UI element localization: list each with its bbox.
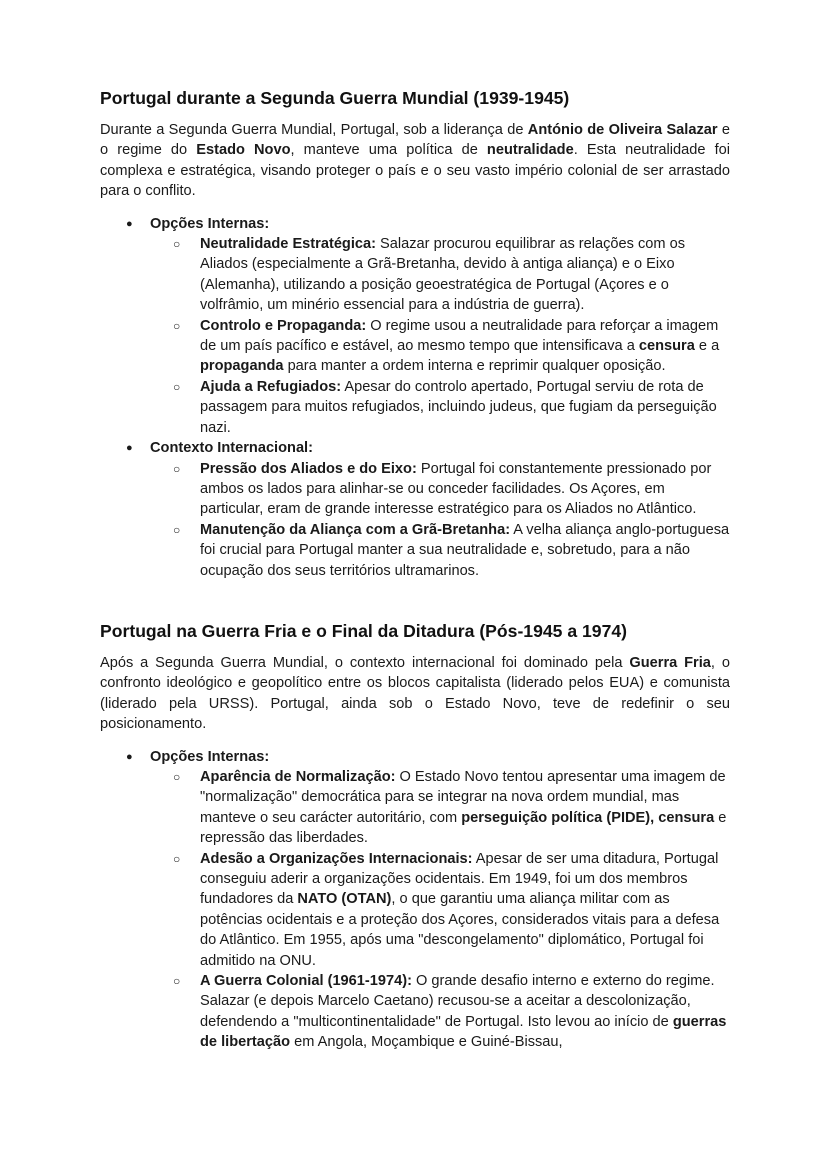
circle-bullet-icon: ○ bbox=[173, 522, 181, 537]
bold-text: Manutenção da Aliança com a Grã-Bretanha: bbox=[200, 521, 511, 538]
group-label: Contexto Internacional: bbox=[150, 440, 313, 457]
text-run: e repressão das liberdades. bbox=[200, 809, 727, 847]
sub-list-item bbox=[150, 520, 730, 581]
sub-list bbox=[150, 459, 730, 581]
bold-text: Guerra Fria bbox=[629, 654, 711, 671]
text-run: O regime usou a neutralidade para reforçar a imagem de um país pacífico e estável, ao mesmo tempo que intensificava a bbox=[200, 317, 719, 355]
circle-bullet-icon: ○ bbox=[173, 379, 181, 394]
section bbox=[100, 86, 730, 581]
list-item bbox=[100, 747, 730, 1053]
bullet-icon: ● bbox=[126, 217, 133, 230]
text-run: Apesar de ser uma ditadura, Portugal conseguiu aderir a organizações ocidentais. Em 1949, foi um dos membros fundadores da bbox=[200, 850, 719, 908]
text-run: em Angola, Moçambique e Guiné-Bissau, bbox=[290, 1034, 563, 1051]
bold-text: Controlo e Propaganda: bbox=[200, 317, 367, 334]
circle-bullet-icon: ○ bbox=[173, 318, 181, 333]
sub-list-item bbox=[150, 377, 730, 438]
circle-bullet-icon: ○ bbox=[173, 974, 181, 989]
text-run: Após a Segunda Guerra Mundial, o contexto internacional foi dominado pela bbox=[100, 654, 630, 671]
bold-text: propaganda bbox=[200, 358, 284, 375]
bullet-list bbox=[100, 214, 730, 581]
list-item bbox=[100, 214, 730, 438]
bold-text: neutralidade bbox=[486, 142, 574, 159]
section-intro bbox=[100, 120, 730, 202]
text-run: Durante a Segunda Guerra Mundial, Portugal, sob a liderança de bbox=[100, 122, 528, 138]
bold-text: NATO (OTAN) bbox=[297, 891, 392, 908]
sub-list-item bbox=[150, 767, 730, 849]
bullet-list bbox=[100, 747, 730, 1053]
text-run: para manter a ordem interna e reprimir qualquer oposição. bbox=[283, 358, 666, 375]
bold-text: Pressão dos Aliados e do Eixo: bbox=[200, 460, 417, 477]
bold-text: Adesão a Organizações Internacionais: bbox=[200, 850, 473, 867]
section-intro bbox=[100, 653, 730, 735]
bold-text: Neutralidade Estratégica: bbox=[200, 236, 376, 253]
text-run: Apesar do controlo apertado, Portugal serviu de rota de passagem para muitos refugiados, incluindo judeus, que fugiam da perseguição nazi. bbox=[200, 378, 717, 436]
section-heading: Portugal na Guerra Fria e o Final da Ditadura (Pós-1945 a 1974) bbox=[100, 620, 628, 641]
bold-text: censura bbox=[638, 338, 695, 355]
text-run: A velha aliança anglo-portuguesa foi crucial para Portugal manter a sua neutralidade e, sobretudo, para a não ocupação dos seus territórios ultramarinos. bbox=[200, 521, 730, 579]
bullet-icon: ● bbox=[126, 442, 133, 455]
section-heading: Portugal durante a Segunda Guerra Mundial (1939-1945) bbox=[100, 88, 570, 108]
bold-text: Aparência de Normalização: bbox=[200, 768, 396, 785]
text-run: e o regime do bbox=[100, 122, 731, 159]
circle-bullet-icon: ○ bbox=[173, 237, 181, 252]
text-run: , o confronto ideológico e geopolítico entre os blocos capitalista (liderado pelos EUA) e comunista (liderado pela URSS). Portugal, ainda sob o Estado Novo, teve de redefinir o seu posicionamento. bbox=[100, 654, 730, 733]
group-label: Opções Internas: bbox=[150, 215, 270, 232]
text-run: O Estado Novo tentou apresentar uma imagem de "normalização" democrática para se integrar na nova ordem mundial, mas manteve o seu carácter autoritário, com bbox=[200, 768, 726, 826]
circle-bullet-icon: ○ bbox=[173, 461, 181, 476]
text-run: Portugal foi constantemente pressionado por ambos os lados para alinhar-se ou conceder facilidades. Os Açores, em particular, eram de grande interesse estratégico para os Aliados no Atlântico. bbox=[200, 460, 712, 518]
bold-text: António de Oliveira Salazar bbox=[527, 122, 718, 138]
sub-list-item bbox=[150, 234, 730, 316]
bold-text: perseguição política (PIDE), censura bbox=[461, 809, 715, 826]
document-page bbox=[100, 86, 730, 1053]
text-run: , o que garantiu uma aliança militar com as potências ocidentais e a proteção dos Açores, considerados vitais para a defesa do Atlântico. Em 1955, após uma "descongelamento" diplomático, Portugal foi admitido na ONU. bbox=[200, 891, 720, 969]
group-label: Opções Internas: bbox=[150, 748, 270, 765]
text-run: e a bbox=[694, 338, 720, 355]
bold-text: guerras de libertação bbox=[200, 1013, 727, 1051]
sub-list-item bbox=[150, 316, 730, 377]
sub-list-item bbox=[150, 459, 730, 520]
circle-bullet-icon: ○ bbox=[173, 769, 181, 784]
bold-text: Estado Novo bbox=[196, 142, 291, 159]
sub-list bbox=[150, 234, 730, 438]
text-run: O grande desafio interno e externo do regime. Salazar (e depois Marcelo Caetano) recusou-se a aceitar a descolonização, defendendo a "multicontinentalidade" de Portugal. Isto levou ao início de bbox=[200, 973, 715, 1030]
text-run: . Esta neutralidade foi complexa e estratégica, visando proteger o país e o seu vasto império colonial de ser arrastado para o conflito. bbox=[100, 142, 731, 200]
text-run: , manteve uma política de bbox=[290, 142, 487, 159]
section bbox=[100, 619, 730, 1053]
bold-text: A Guerra Colonial (1961-1974): bbox=[200, 973, 412, 990]
text-run: Salazar procurou equilibrar as relações com os Aliados (especialmente a Grã-Bretanha, devido à antiga aliança) e o Eixo (Alemanha), utilizando a posição geoestratégica de Portugal (Açores e o volfrâmio, um minério essencial para a indústria de guerra). bbox=[200, 236, 686, 314]
sub-list-item bbox=[150, 971, 730, 1053]
list-item bbox=[100, 438, 730, 581]
sub-list-item bbox=[150, 849, 730, 971]
bullet-icon: ● bbox=[126, 750, 133, 763]
circle-bullet-icon: ○ bbox=[173, 851, 181, 866]
bold-text: Ajuda a Refugiados: bbox=[200, 378, 342, 395]
sub-list bbox=[150, 767, 730, 1053]
